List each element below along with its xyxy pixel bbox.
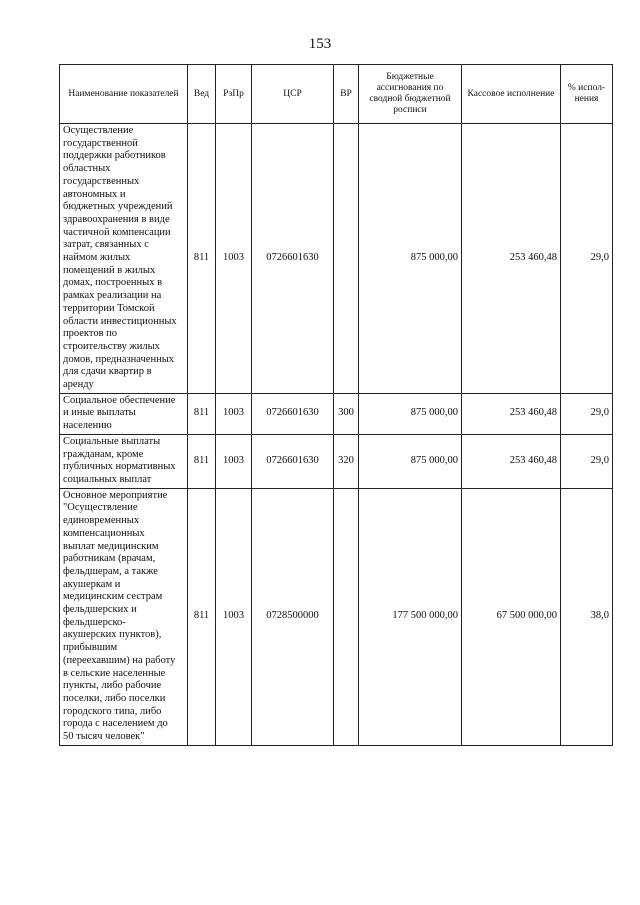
row-name-line: акушерских пунктов), <box>63 629 162 641</box>
row-name-line: домах, построенных в <box>63 277 163 289</box>
row-name-line: "Осуществление <box>63 502 138 514</box>
row-name-line: поселки, либо поселки <box>63 692 166 704</box>
budget-table <box>59 64 613 746</box>
cell-ved: 811 <box>188 488 216 745</box>
cell-budget: 177 500 000,00 <box>359 488 462 745</box>
row-name-line: пункты, либо рабочие <box>63 680 162 692</box>
row-name-line: рамках реализации на <box>63 290 162 302</box>
cell-csr: 0726601630 <box>252 393 334 434</box>
cell-vr: 300 <box>334 393 359 434</box>
cell-vr <box>334 124 359 394</box>
row-name-line: аренду <box>63 379 94 391</box>
row-name-line: городского типа, либо <box>63 705 162 717</box>
page-number: 153 <box>308 36 332 52</box>
row-name-line: автономных и <box>63 188 126 200</box>
cell-csr: 0728500000 <box>252 488 334 745</box>
cell-rzpr: 1003 <box>216 488 252 745</box>
row-name-line: и иные выплаты <box>63 407 136 419</box>
cell-percent: 29,0 <box>561 393 613 434</box>
table-row <box>60 124 613 394</box>
row-name-cell <box>60 393 188 434</box>
row-name-line: бюджетных учреждений <box>63 201 173 213</box>
cell-budget: 875 000,00 <box>359 124 462 394</box>
row-name-line: публичных нормативных <box>63 461 176 473</box>
cell-vr: 320 <box>334 434 359 488</box>
col-header-name: Наименование показателей <box>60 65 188 124</box>
cell-percent: 29,0 <box>561 434 613 488</box>
row-name-line: территории Томской <box>63 302 155 314</box>
row-name-line: областных <box>63 163 111 175</box>
row-name-line: фельдшерских и <box>63 604 137 616</box>
cell-rzpr: 1003 <box>216 124 252 394</box>
row-name-line: здравоохранения в виде <box>63 213 170 225</box>
cell-cash: 253 460,48 <box>462 124 561 394</box>
row-name-line: прибывшим <box>63 642 118 654</box>
row-name-line: фельдшерам, а также <box>63 565 158 577</box>
row-name-cell <box>60 124 188 394</box>
row-name-line: государственной <box>63 137 138 149</box>
row-name-line: области инвестиционных <box>63 315 177 327</box>
col-header-csr: ЦСР <box>252 65 334 124</box>
row-name-cell <box>60 434 188 488</box>
row-name-line: медицинским сестрам <box>63 591 163 603</box>
table-row <box>60 488 613 745</box>
row-name-line: гражданам, кроме <box>63 448 144 460</box>
row-name-line: в сельские населенные <box>63 667 166 679</box>
row-name-line: затрат, связанных с <box>63 239 149 251</box>
col-header-rzpr: РзПр <box>216 65 252 124</box>
row-name-line: проектов по <box>63 328 118 340</box>
row-name-line: акушеркам и <box>63 578 121 590</box>
row-name-line: 50 тысяч человек" <box>63 731 145 743</box>
row-name-line: для сдачи квартир в <box>63 366 152 378</box>
row-name-line: Осуществление <box>63 125 134 136</box>
row-name-cell <box>60 488 188 745</box>
row-name-line: государственных <box>63 175 140 187</box>
cell-vr <box>334 488 359 745</box>
row-name-line: Социальное обеспечение <box>63 394 176 406</box>
cell-ved: 811 <box>188 124 216 394</box>
col-header-budget: Бюджетные ассигнования по сводной бюджетной росписи <box>359 65 462 124</box>
row-name-line: домов, предназначенных <box>63 353 174 365</box>
row-name-line: компенсационных <box>63 527 145 539</box>
cell-csr: 0726601630 <box>252 124 334 394</box>
row-name-line: помещений в жилых <box>63 264 156 276</box>
table-header-row <box>60 65 613 124</box>
row-name-line: социальных выплат <box>63 473 152 485</box>
col-header-vr: ВР <box>334 65 359 124</box>
row-name-line: города с населением до <box>63 718 168 730</box>
cell-ved: 811 <box>188 393 216 434</box>
row-name-line: наймом жилых <box>63 252 131 264</box>
row-name-line: единовременных <box>63 515 140 527</box>
cell-budget: 875 000,00 <box>359 434 462 488</box>
table-row <box>60 393 613 434</box>
row-name-line: Основное мероприятие <box>63 489 168 501</box>
cell-rzpr: 1003 <box>216 393 252 434</box>
cell-ved: 811 <box>188 434 216 488</box>
row-name-line: частичной компенсации <box>63 226 171 238</box>
cell-percent: 38,0 <box>561 488 613 745</box>
col-header-cash: Кассовое исполнение <box>462 65 561 124</box>
row-name-line: строительству жилых <box>63 340 160 352</box>
row-name-line: поддержки работников <box>63 150 166 162</box>
cell-csr: 0726601630 <box>252 434 334 488</box>
row-name-line: работникам (врачам, <box>63 553 156 565</box>
cell-cash: 253 460,48 <box>462 393 561 434</box>
cell-cash: 253 460,48 <box>462 434 561 488</box>
col-header-ved: Вед <box>188 65 216 124</box>
row-name-line: Социальные выплаты <box>63 435 161 447</box>
row-name-line: фельдшерско- <box>63 616 126 628</box>
cell-rzpr: 1003 <box>216 434 252 488</box>
cell-percent: 29,0 <box>561 124 613 394</box>
cell-cash: 67 500 000,00 <box>462 488 561 745</box>
row-name-line: выплат медицинским <box>63 540 159 552</box>
row-name-line: (переехавшим) на работу <box>63 654 176 666</box>
row-name-line: населению <box>63 420 112 432</box>
table-row <box>60 434 613 488</box>
cell-budget: 875 000,00 <box>359 393 462 434</box>
col-header-percent: % испол-нения <box>561 65 613 124</box>
